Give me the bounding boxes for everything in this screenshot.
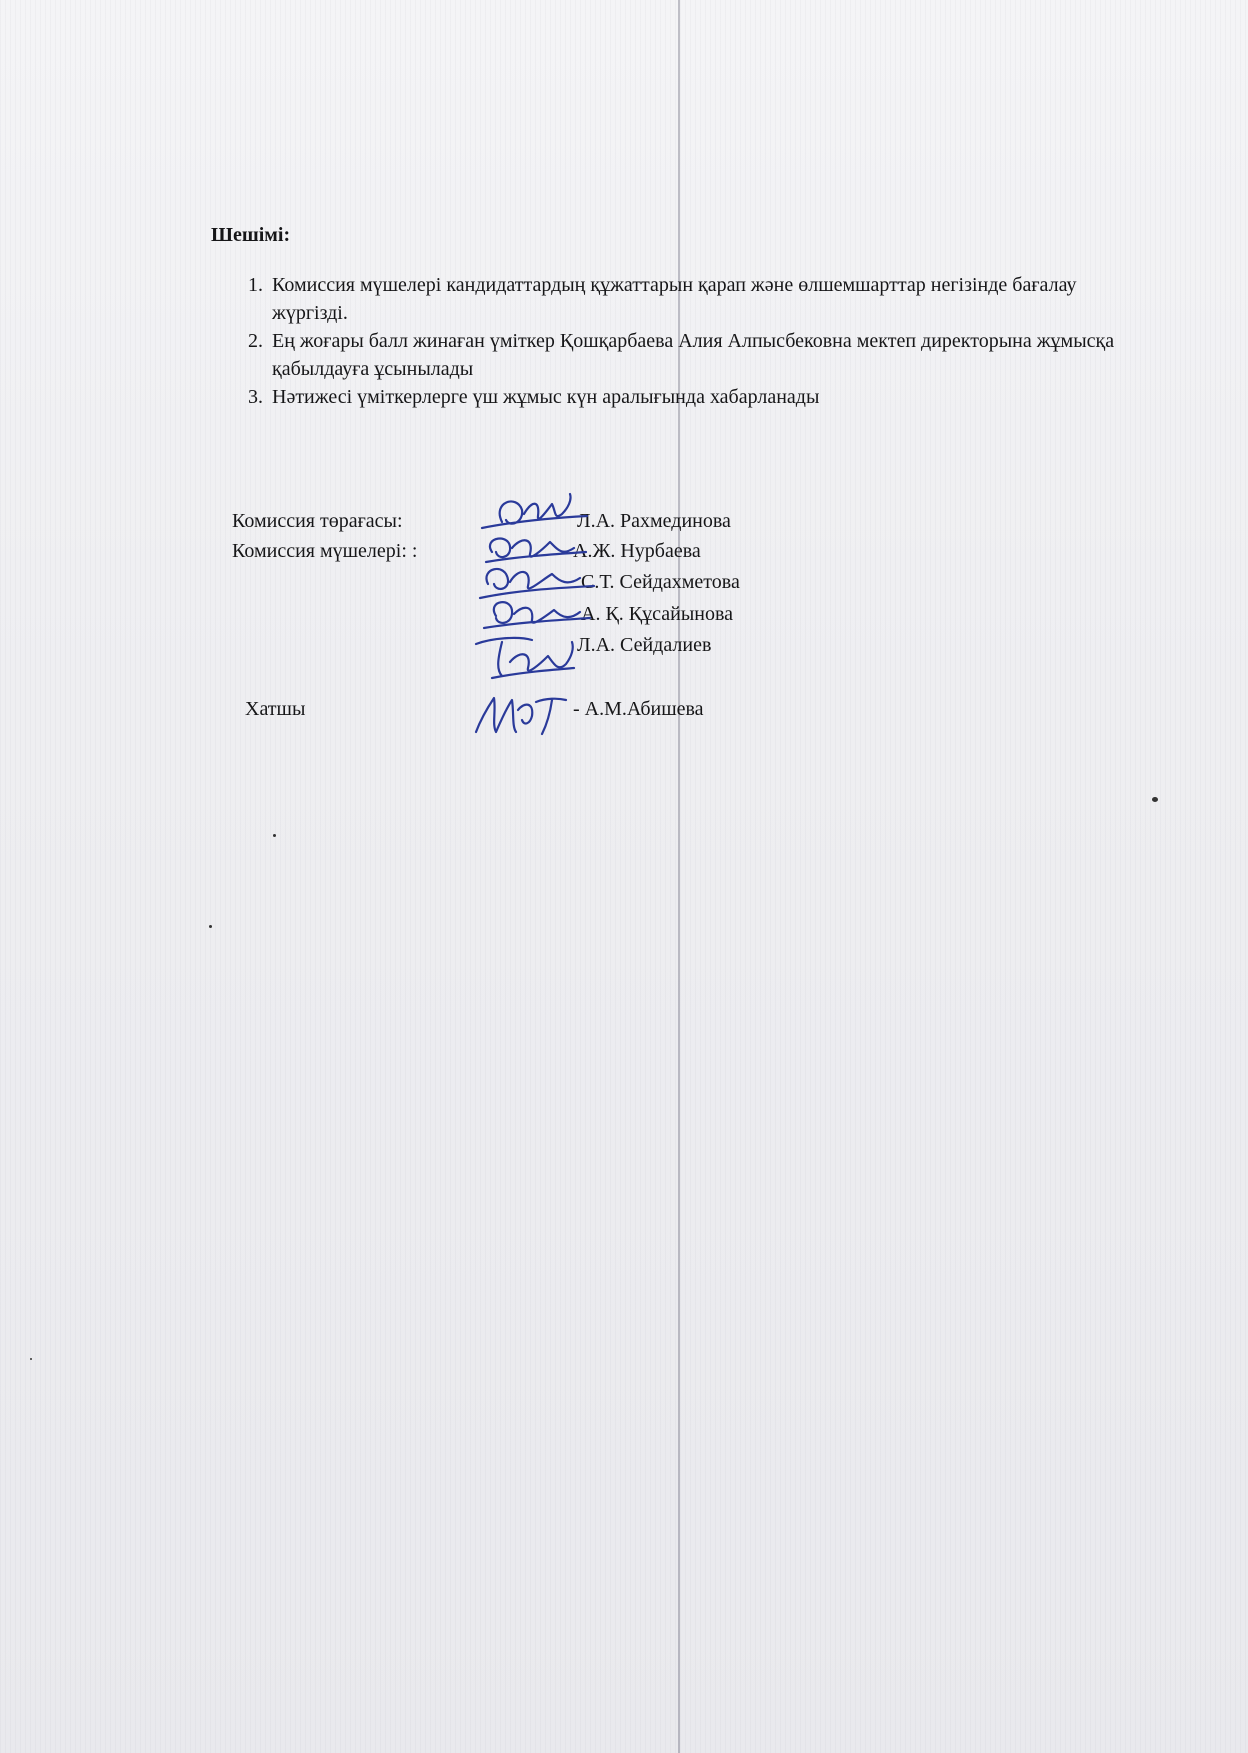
page-fold-line	[678, 0, 680, 1753]
signature-member-1	[486, 538, 586, 562]
signature-member-4	[476, 638, 574, 678]
handwritten-signatures	[462, 492, 602, 737]
decision-item: 3. Нәтижесі үміткерлерге үш жұмыс күн аралығында хабарланады	[268, 383, 1148, 411]
scan-speck	[1152, 797, 1158, 802]
decision-list	[230, 271, 1148, 411]
secretary-label: Хатшы	[245, 698, 306, 720]
decision-item: 2. Ең жоғары балл жинаған үміткер Қошқарбаева Алия Алпысбековна мектеп директорына жұмысқа қабылдауға ұсынылады	[268, 327, 1148, 383]
member-name: А.Ж. Нурбаева	[573, 540, 701, 562]
members-label: Комиссия мүшелері: :	[232, 540, 418, 562]
chair-label: Комиссия төрағасы:	[232, 510, 403, 532]
decision-item: 1. Комиссия мүшелері кандидаттардың құжаттарын қарап және өлшемшарттар негізінде бағалау жүргізді.	[268, 271, 1148, 327]
member-name: А. Қ. Құсайынова	[581, 603, 734, 625]
scan-speck	[30, 1358, 32, 1360]
member-name: С.Т. Сейдахметова	[581, 571, 740, 593]
member-name: Л.А. Сейдалиев	[577, 634, 712, 656]
scan-speck	[209, 925, 212, 928]
signature-secretary	[476, 698, 566, 734]
scan-speck	[273, 834, 276, 837]
secretary-name: - А.М.Абишева	[573, 698, 704, 720]
chair-name: Л.А. Рахмединова	[577, 510, 731, 532]
signature-member-3	[484, 602, 590, 628]
signature-chair	[482, 494, 587, 528]
signature-member-2	[480, 569, 594, 598]
decision-heading: Шешімі:	[211, 224, 291, 246]
